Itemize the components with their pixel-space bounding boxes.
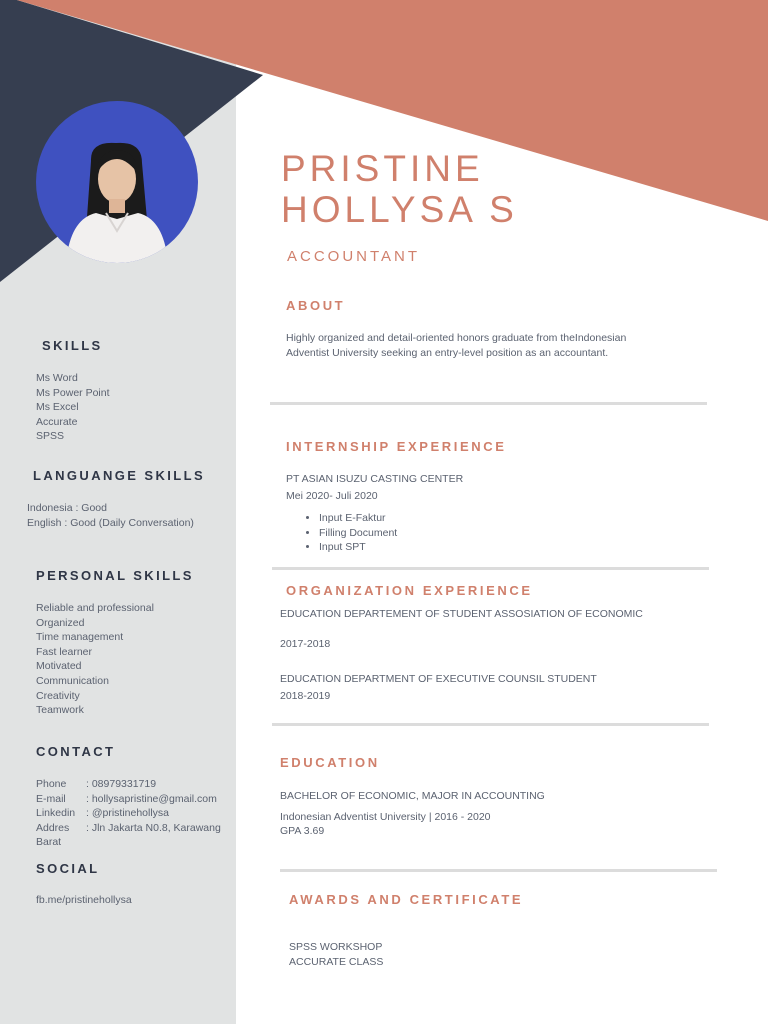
education-school: Indonesian Adventist University | 2016 - 2020 <box>280 811 491 823</box>
internship-period: Mei 2020- Juli 2020 <box>286 490 378 502</box>
contact-phone-row <box>36 777 231 792</box>
award-item: SPSS WORKSHOP <box>289 941 383 953</box>
task-item: • Filling Document <box>319 526 397 541</box>
about-text <box>286 331 626 360</box>
contact-label: Phone <box>36 778 67 790</box>
contact-linkedin-row <box>36 806 231 821</box>
organization-1-period: 2017-2018 <box>280 638 331 650</box>
awards-heading: AWARDS AND CERTIFICATE <box>289 892 524 907</box>
skill-item: SPSS <box>36 430 65 443</box>
skill-item: Accurate <box>36 415 78 428</box>
contact-value: : 08979331719 <box>86 778 157 790</box>
organization-2: EDUCATION DEPARTMENT OF EXECUTIVE COUNSIL STUDENT <box>280 673 597 685</box>
internship-tasks <box>301 511 397 555</box>
contact-block <box>36 777 231 850</box>
awards-list <box>289 940 383 969</box>
contact-value: : @pristinehollysa <box>86 807 170 820</box>
language-item: Indonesia : Good <box>27 502 107 514</box>
contact-label: E-mail <box>36 792 66 805</box>
contact-email-row <box>36 792 231 807</box>
task-item: • Input E-Faktur <box>319 511 397 526</box>
skills-heading: SKILLS <box>42 338 103 353</box>
education-heading: EDUCATION <box>280 755 380 770</box>
name-line-1: PRISTINE <box>281 148 484 189</box>
language-item: English : Good (Daily Conversation) <box>27 516 194 529</box>
contact-address-continued: Barat <box>36 836 62 849</box>
personal-skill-item: Time management <box>36 631 124 644</box>
about-heading: ABOUT <box>286 298 346 313</box>
personal-skills-list <box>36 601 154 718</box>
social-heading: SOCIAL <box>36 861 100 876</box>
organization-2-period: 2018-2019 <box>280 690 331 702</box>
contact-heading: CONTACT <box>36 744 116 759</box>
section-divider <box>272 567 709 570</box>
internship-company: PT ASIAN ISUZU CASTING CENTER <box>286 473 464 485</box>
section-divider <box>280 869 717 872</box>
avatar <box>36 101 198 263</box>
language-list <box>27 501 194 530</box>
section-divider <box>272 723 709 726</box>
skill-item: Ms Word <box>36 372 78 384</box>
personal-skill-item: Fast learner <box>36 645 93 658</box>
contact-address-row <box>36 821 231 836</box>
personal-skill-item: Reliable and professional <box>36 602 154 614</box>
contact-value: : hollysapristine@gmail.com <box>86 792 217 805</box>
candidate-name <box>281 148 518 230</box>
section-divider <box>270 402 707 405</box>
contact-label: Linkedin <box>36 807 76 820</box>
award-item: ACCURATE CLASS <box>289 955 384 968</box>
contact-label: Addres <box>36 821 70 834</box>
organization-heading: ORGANIZATION EXPERIENCE <box>286 583 533 598</box>
education-degree: BACHELOR OF ECONOMIC, MAJOR IN ACCOUNTING <box>280 790 545 802</box>
about-line: Highly organized and detail-oriented honors graduate from theIndonesian <box>286 332 627 344</box>
job-title: ACCOUNTANT <box>287 248 421 265</box>
personal-skill-item: Teamwork <box>36 704 84 717</box>
personal-skills-heading: PERSONAL SKILLS <box>36 568 194 583</box>
about-line: Adventist University seeking an entry-level position as an accountant. <box>286 346 609 359</box>
social-link[interactable]: fb.me/pristinehollysa <box>36 894 132 906</box>
contact-value: : Jln Jakarta N0.8, Karawang <box>86 821 221 834</box>
person-photo-icon <box>36 101 198 263</box>
organization-1: EDUCATION DEPARTEMENT OF STUDENT ASSOSIATION OF ECONOMIC <box>280 608 643 620</box>
personal-skill-item: Motivated <box>36 660 82 673</box>
personal-skill-item: Communication <box>36 674 109 687</box>
education-gpa: GPA 3.69 <box>280 825 325 837</box>
task-item: • Input SPT <box>319 540 397 555</box>
language-skills-heading: LANGUANGE SKILLS <box>33 468 206 483</box>
name-line-2: HOLLYSA S <box>281 189 518 230</box>
skills-list <box>36 371 110 444</box>
skill-item: Ms Power Point <box>36 386 110 399</box>
personal-skill-item: Creativity <box>36 689 80 702</box>
skill-item: Ms Excel <box>36 401 79 414</box>
internship-heading: INTERNSHIP EXPERIENCE <box>286 439 507 454</box>
personal-skill-item: Organized <box>36 616 85 629</box>
